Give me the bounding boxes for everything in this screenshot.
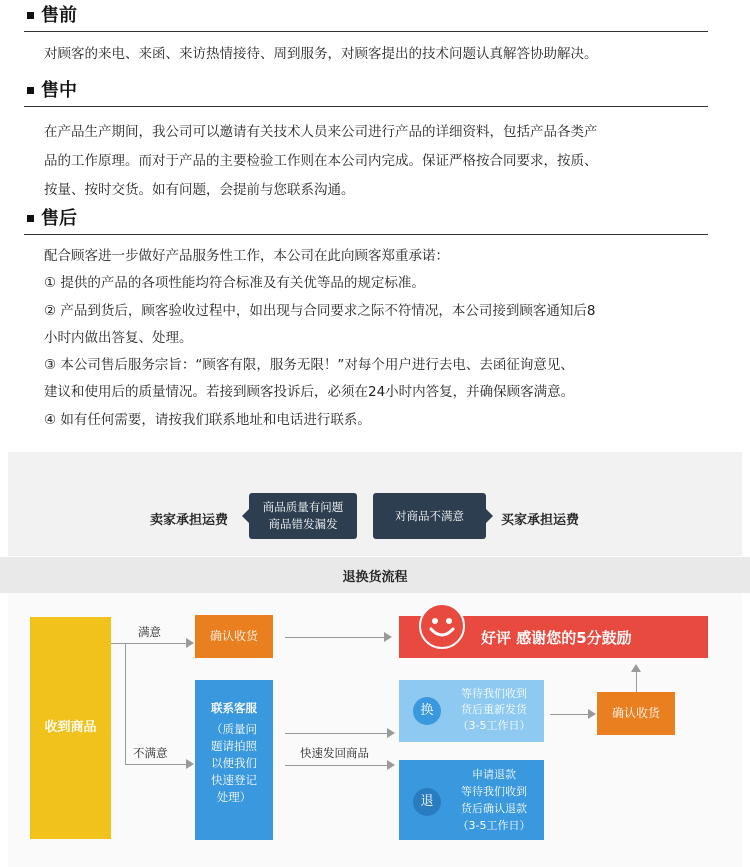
text-line: 建议和使用后的质量情况。若接到顾客投诉后，必须在24小时内答复，并确保顾客满意。: [44, 384, 575, 401]
section-header-presale: [24, 0, 708, 32]
text-line: 品的工作原理。而对于产品的主要检验工作则在本公司内完成。保证严格按合同要求，按质、: [44, 153, 598, 169]
text-line: ④ 如有任何需要，请按我们联系地址和电话进行联系。: [44, 411, 371, 428]
connector-line: [285, 733, 393, 734]
refund-line: （3-5工作日）: [457, 819, 531, 832]
text-line: 小时内做出答复、处理。: [44, 329, 193, 346]
quality-issue-line: 商品错发漏发: [268, 517, 338, 531]
connector-line: [285, 765, 393, 766]
refund-badge: 退: [413, 788, 441, 816]
flow-title-band: [0, 557, 750, 593]
refund-line: 货后确认退款: [461, 802, 527, 815]
section-title-aftersale: 售后: [41, 208, 77, 229]
arrow-left-icon: [242, 509, 249, 523]
exchange-box: [399, 680, 544, 742]
connector-line: [125, 643, 126, 764]
confirm-receipt-box: [195, 615, 273, 658]
good-review-text: 好评 感谢您的5分鼓励: [481, 629, 632, 647]
text-line: ② 产品到货后，顾客验收过程中，如出现与合同要求之际不符情况，本公司接到顾客通知后8: [44, 302, 596, 319]
presale-text: [44, 40, 718, 69]
arrow-right-icon: [384, 632, 392, 642]
contact-cs-line: 快速登记: [211, 773, 257, 787]
bullet-square-icon: [27, 215, 34, 222]
arrow-right-icon: [186, 638, 194, 648]
exchange-badge: 换: [413, 697, 441, 725]
text-line: 对顾客的来电、来函、来访热情接待、周到服务，对顾客提出的技术问题认真解答协助解决。: [44, 46, 598, 62]
arrow-right-icon: [588, 709, 596, 719]
connector-line: [550, 714, 590, 715]
quality-issue-box: [249, 493, 357, 539]
section-title-insale: 售中: [41, 80, 77, 101]
text-line: 在产品生产期间，我公司可以邀请有关技术人员来公司进行产品的详细资料，包括产品各类产: [44, 124, 598, 140]
arrow-right-icon: [387, 728, 395, 738]
buyer-pays-label: 买家承担运费: [501, 513, 580, 528]
exchange-text: [447, 686, 541, 734]
insale-text: [44, 118, 718, 205]
arrow-right-icon: [186, 759, 194, 769]
flow-title: 退换货流程: [342, 570, 408, 585]
arrow-up-icon: [631, 664, 641, 672]
bullet-square-icon: [27, 87, 34, 94]
bullet-square-icon: [27, 12, 34, 19]
contact-cs-line: 处理）: [216, 790, 252, 804]
text-line: ③ 本公司售后服务宗旨：“顾客有限，服务无限！”对每个用户进行去电、去函征询意见、: [44, 357, 574, 374]
connector-line: [111, 643, 125, 644]
text-line: 按量、按时交货。如有问题，会提前与您联系沟通。: [44, 182, 355, 198]
contact-cs-box: [195, 680, 273, 840]
connector-line: [125, 643, 187, 644]
section-header-aftersale: [24, 203, 708, 235]
connector-line: [636, 670, 637, 692]
exchange-line: 货后重新发货: [461, 703, 527, 716]
refund-box: [399, 760, 544, 840]
received-goods-label: 收到商品: [44, 720, 97, 735]
quality-issue-line: 商品质量有问题: [262, 500, 344, 514]
not-satisfied-label: 对商品不满意: [395, 509, 464, 523]
not-satisfied-flow-label: 不满意: [133, 746, 168, 760]
section-header-insale: [24, 75, 708, 107]
smiley-icon: [419, 603, 465, 649]
text-line: ① 提供的产品的各项性能均符合标准及有关优等品的规定标准。: [44, 275, 425, 292]
good-review-banner: [399, 616, 708, 658]
satisfied-label: 满意: [138, 625, 161, 639]
arrow-right-icon: [486, 509, 493, 523]
contact-cs-line: 题请拍照: [211, 739, 257, 753]
aftersale-text: [44, 243, 718, 434]
refund-line: 申请退款: [472, 768, 516, 781]
text-line: 配合顾客进一步做好产品服务性工作，本公司在此向顾客郑重承诺：: [44, 248, 449, 264]
received-goods-box: [30, 617, 111, 839]
confirm-receipt-label: 确认收货: [209, 629, 258, 643]
confirm-receipt-box-2: [597, 692, 675, 735]
refund-text: [447, 766, 541, 834]
seller-pays-label: 卖家承担运费: [150, 513, 229, 528]
section-title-presale: 售前: [41, 5, 77, 26]
not-satisfied-box: [373, 493, 486, 539]
connector-line: [125, 764, 187, 765]
arrow-right-icon: [387, 760, 395, 770]
contact-cs-line: 以便我们: [211, 756, 257, 770]
exchange-line: （3-5工作日）: [457, 719, 531, 732]
refund-line: 等待我们收到: [461, 785, 527, 798]
connector-line: [285, 637, 385, 638]
contact-cs-line: （质量问: [211, 722, 257, 736]
exchange-line: 等待我们收到: [461, 687, 527, 700]
confirm-receipt-label-2: 确认收货: [611, 706, 660, 720]
ship-back-label: 快速发回商品: [300, 746, 369, 760]
contact-cs-title: 联系客服: [211, 701, 257, 715]
